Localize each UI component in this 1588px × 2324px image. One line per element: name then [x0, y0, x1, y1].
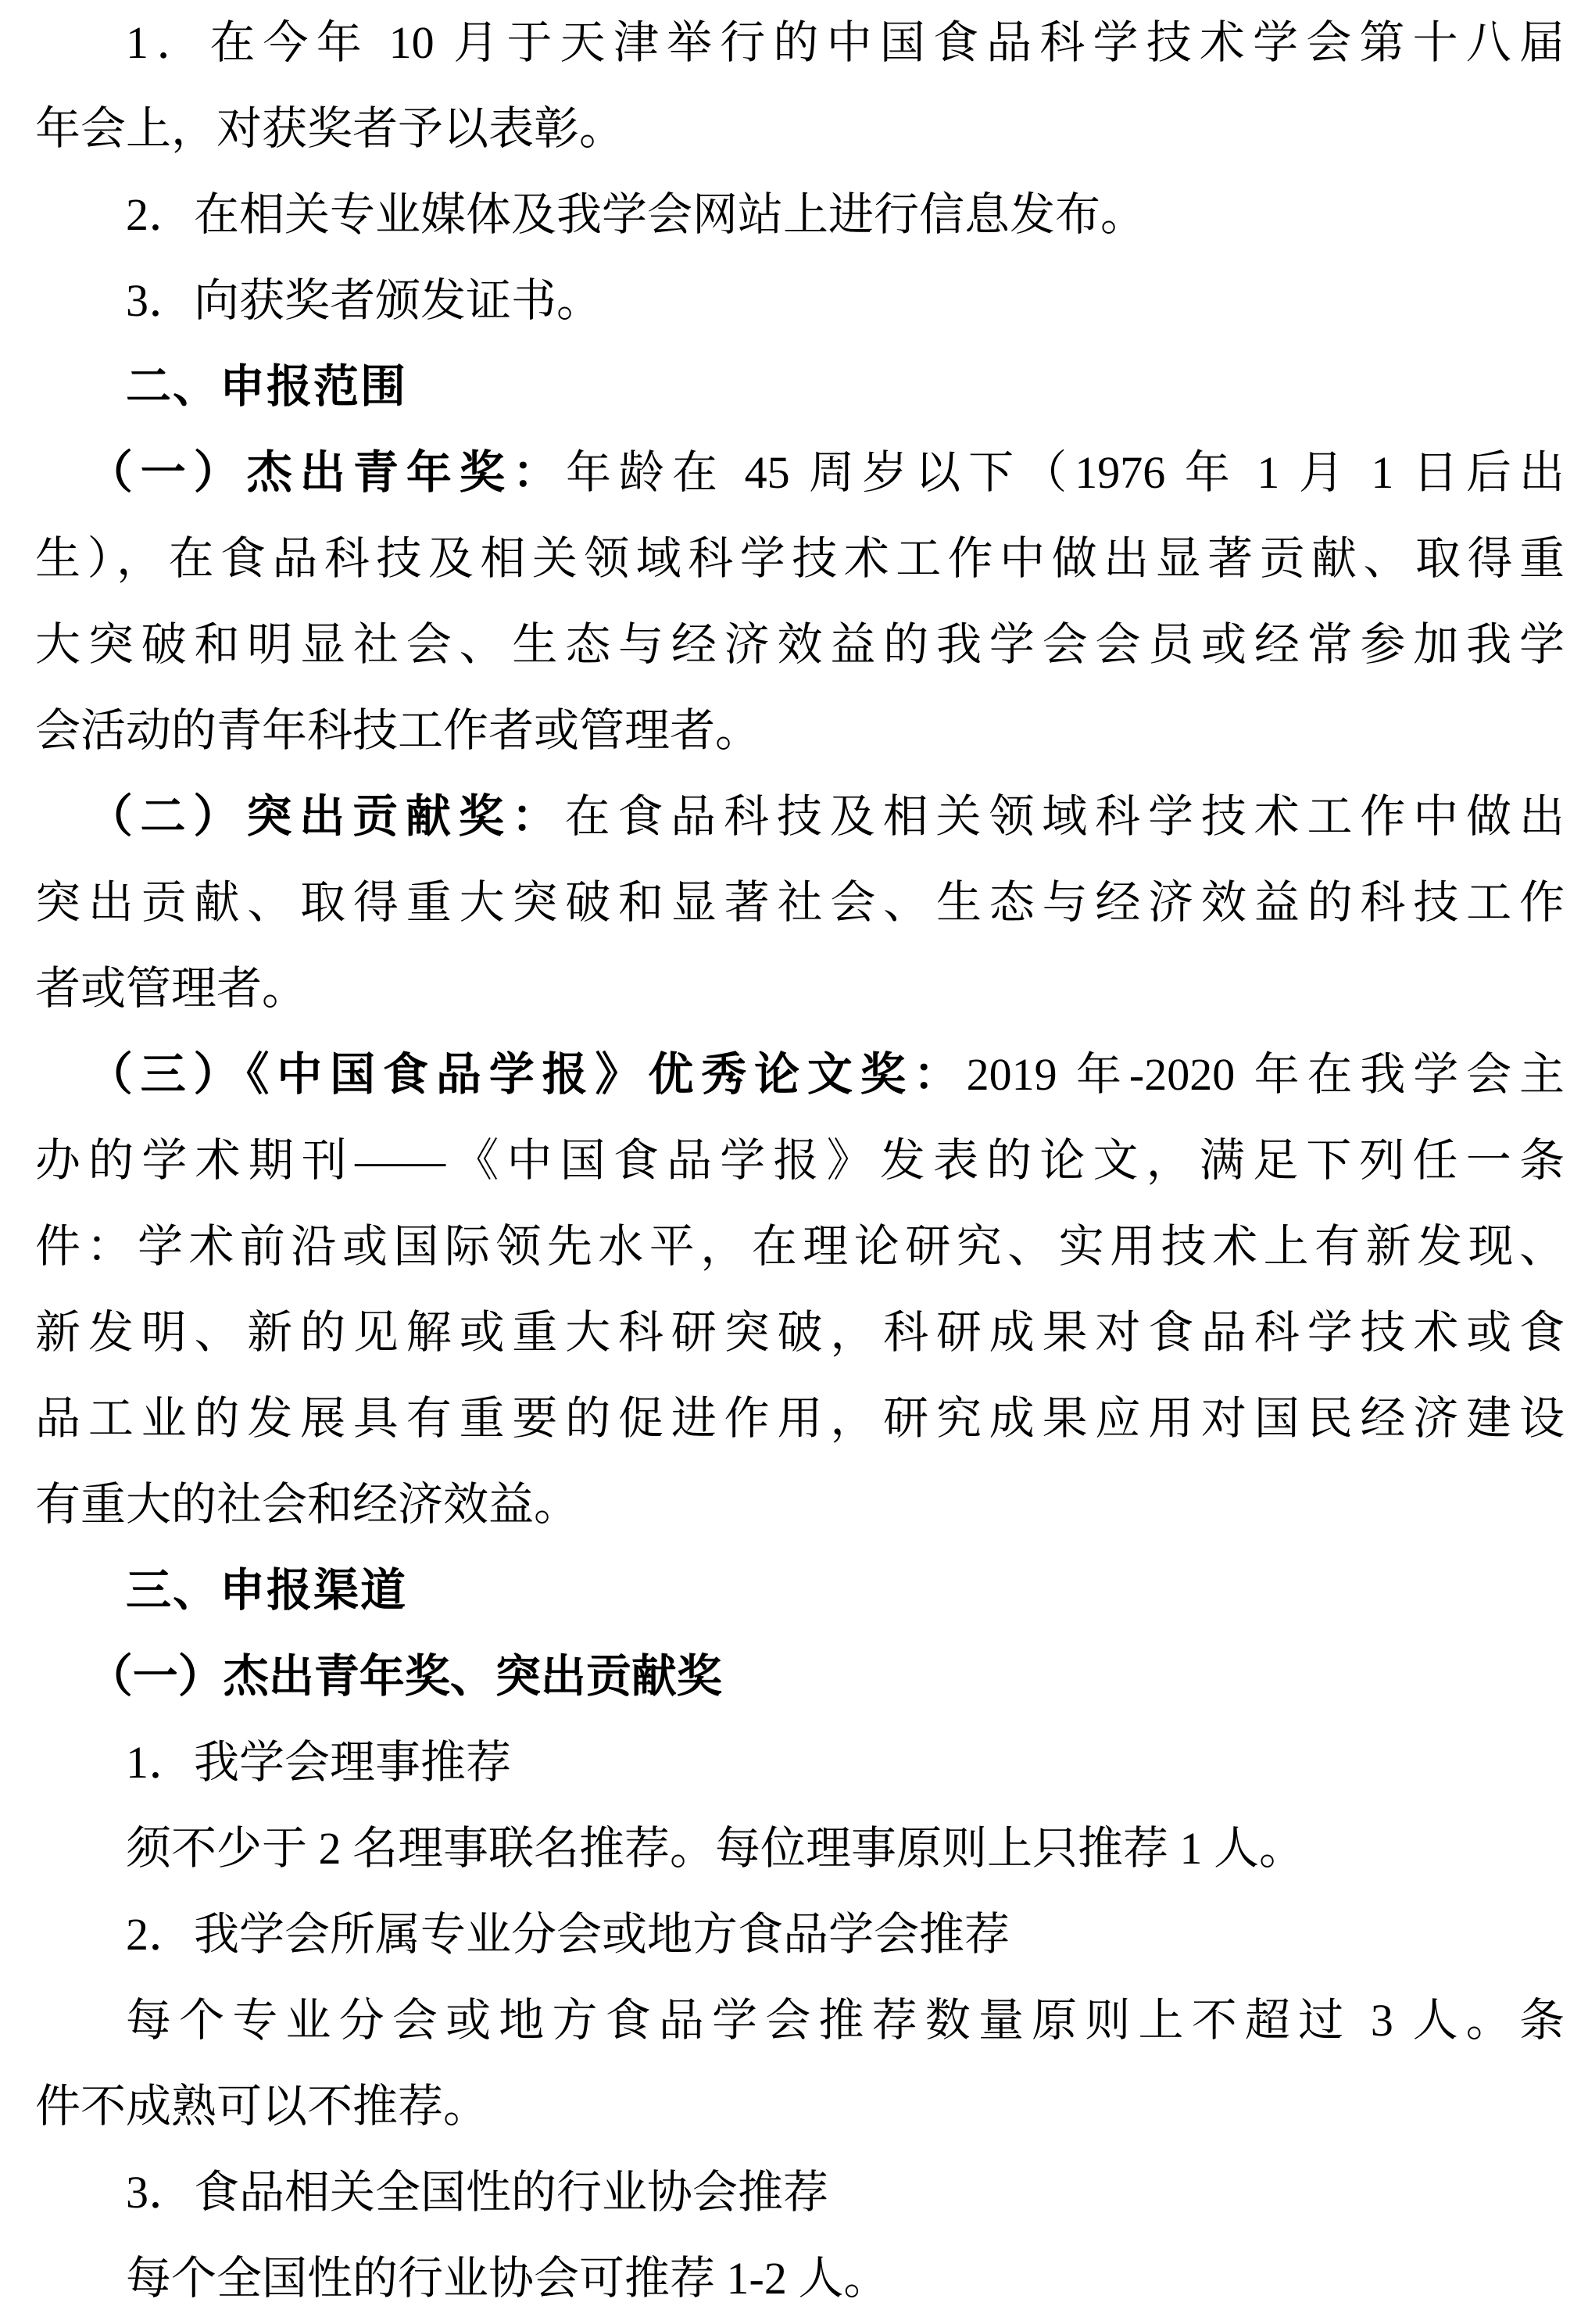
item-lead-text: （一）杰出青年奖： [87, 447, 566, 498]
subsection-heading-awards [35, 1634, 1565, 1720]
item-paper-award-line-4 [35, 1290, 1565, 1376]
item-paper-award-line-2 [35, 1118, 1565, 1204]
item-paper-award-line-5 [35, 1376, 1565, 1462]
body-text: 每个专业分会或地方食品学会推荐数量原则上不超过 3 人。条 [126, 1995, 1565, 2046]
body-text: 每个全国性的行业协会可推荐 1-2 人。 [126, 2253, 889, 2304]
item-lead-text: （三）《中国食品学报》优秀论文奖： [87, 1049, 967, 1100]
body-text: 者或管理者。 [35, 963, 308, 1014]
channel-item-1-detail [35, 1806, 1565, 1892]
item-contribution-award-line-3 [35, 946, 1565, 1032]
channel-item-3-detail [35, 2236, 1565, 2322]
body-text: 1．在今年 10 月于天津举行的中国食品科学技术学会第十八届 [126, 17, 1565, 68]
heading-text: 三、申报渠道 [126, 1565, 408, 1616]
section-heading-application-channels [35, 1548, 1565, 1634]
item-lead-text: （二）突出贡献奖： [87, 791, 565, 842]
channel-item-2-detail-line-1 [35, 1978, 1565, 2064]
item-youth-award-line-2 [35, 516, 1565, 602]
body-text: 2．在相关专业媒体及我学会网站上进行信息发布。 [126, 189, 1146, 240]
channel-item-1-title [35, 1720, 1565, 1806]
body-text: 2．我学会所属专业分会或地方食品学会推荐 [126, 1909, 1010, 1960]
numbered-item-3 [35, 258, 1565, 344]
item-paper-award-line-3 [35, 1204, 1565, 1290]
body-text: 年会上，对获奖者予以表彰。 [35, 103, 625, 154]
subheading-text: （一）杰出青年奖、突出贡献奖 [87, 1651, 722, 1702]
body-text: 年龄在 45 周岁以下（1976 年 1 月 1 日后出 [565, 447, 1565, 498]
body-text: 3．向获奖者颁发证书。 [126, 275, 603, 326]
body-text: 件：学术前沿或国际领先水平，在理论研究、实用技术上有新发现、 [35, 1221, 1565, 1272]
body-text: 须不少于 2 名理事联名推荐。每位理事原则上只推荐 1 人。 [126, 1823, 1305, 1874]
body-text: 品工业的发展具有重要的促进作用，研究成果应用对国民经济建设 [35, 1393, 1565, 1444]
numbered-item-2 [35, 172, 1565, 258]
channel-item-2-detail-line-2 [35, 2064, 1565, 2150]
channel-item-2-title [35, 1892, 1565, 1978]
body-text: 办的学术期刊——《中国食品学报》发表的论文，满足下列任一条 [35, 1135, 1565, 1186]
body-text: 会活动的青年科技工作者或管理者。 [35, 705, 761, 756]
numbered-item-1-line-1 [35, 0, 1565, 86]
body-text: 大突破和明显社会、生态与经济效益的我学会会员或经常参加我学 [35, 619, 1565, 670]
numbered-item-1-line-2 [35, 86, 1565, 172]
body-text: 有重大的社会和经济效益。 [35, 1479, 580, 1530]
item-contribution-award-line-2 [35, 860, 1565, 946]
body-text: 3．食品相关全国性的行业协会推荐 [126, 2167, 829, 2218]
body-text: 在食品科技及相关领域科学技术工作中做出 [564, 791, 1565, 842]
body-text: 生），在食品科技及相关领域科学技术工作中做出显著贡献、取得重 [35, 533, 1565, 584]
section-heading-application-scope [35, 344, 1565, 430]
item-youth-award-line-1 [35, 430, 1565, 516]
body-text: 1．我学会理事推荐 [126, 1737, 512, 1788]
body-text: 突出贡献、取得重大突破和显著社会、生态与经济效益的科技工作 [35, 877, 1565, 928]
item-paper-award-line-1 [35, 1032, 1565, 1118]
body-text: 2019 年-2020 年在我学会主 [966, 1049, 1565, 1100]
item-youth-award-line-3 [35, 602, 1565, 688]
body-text: 件不成熟可以不推荐。 [35, 2081, 489, 2132]
channel-item-3-title [35, 2150, 1565, 2236]
body-text: 新发明、新的见解或重大科研突破，科研成果对食品科学技术或食 [35, 1307, 1565, 1358]
item-youth-award-line-4 [35, 688, 1565, 774]
heading-text: 二、申报范围 [126, 361, 408, 412]
item-paper-award-line-6 [35, 1462, 1565, 1548]
item-contribution-award-line-1 [35, 774, 1565, 860]
